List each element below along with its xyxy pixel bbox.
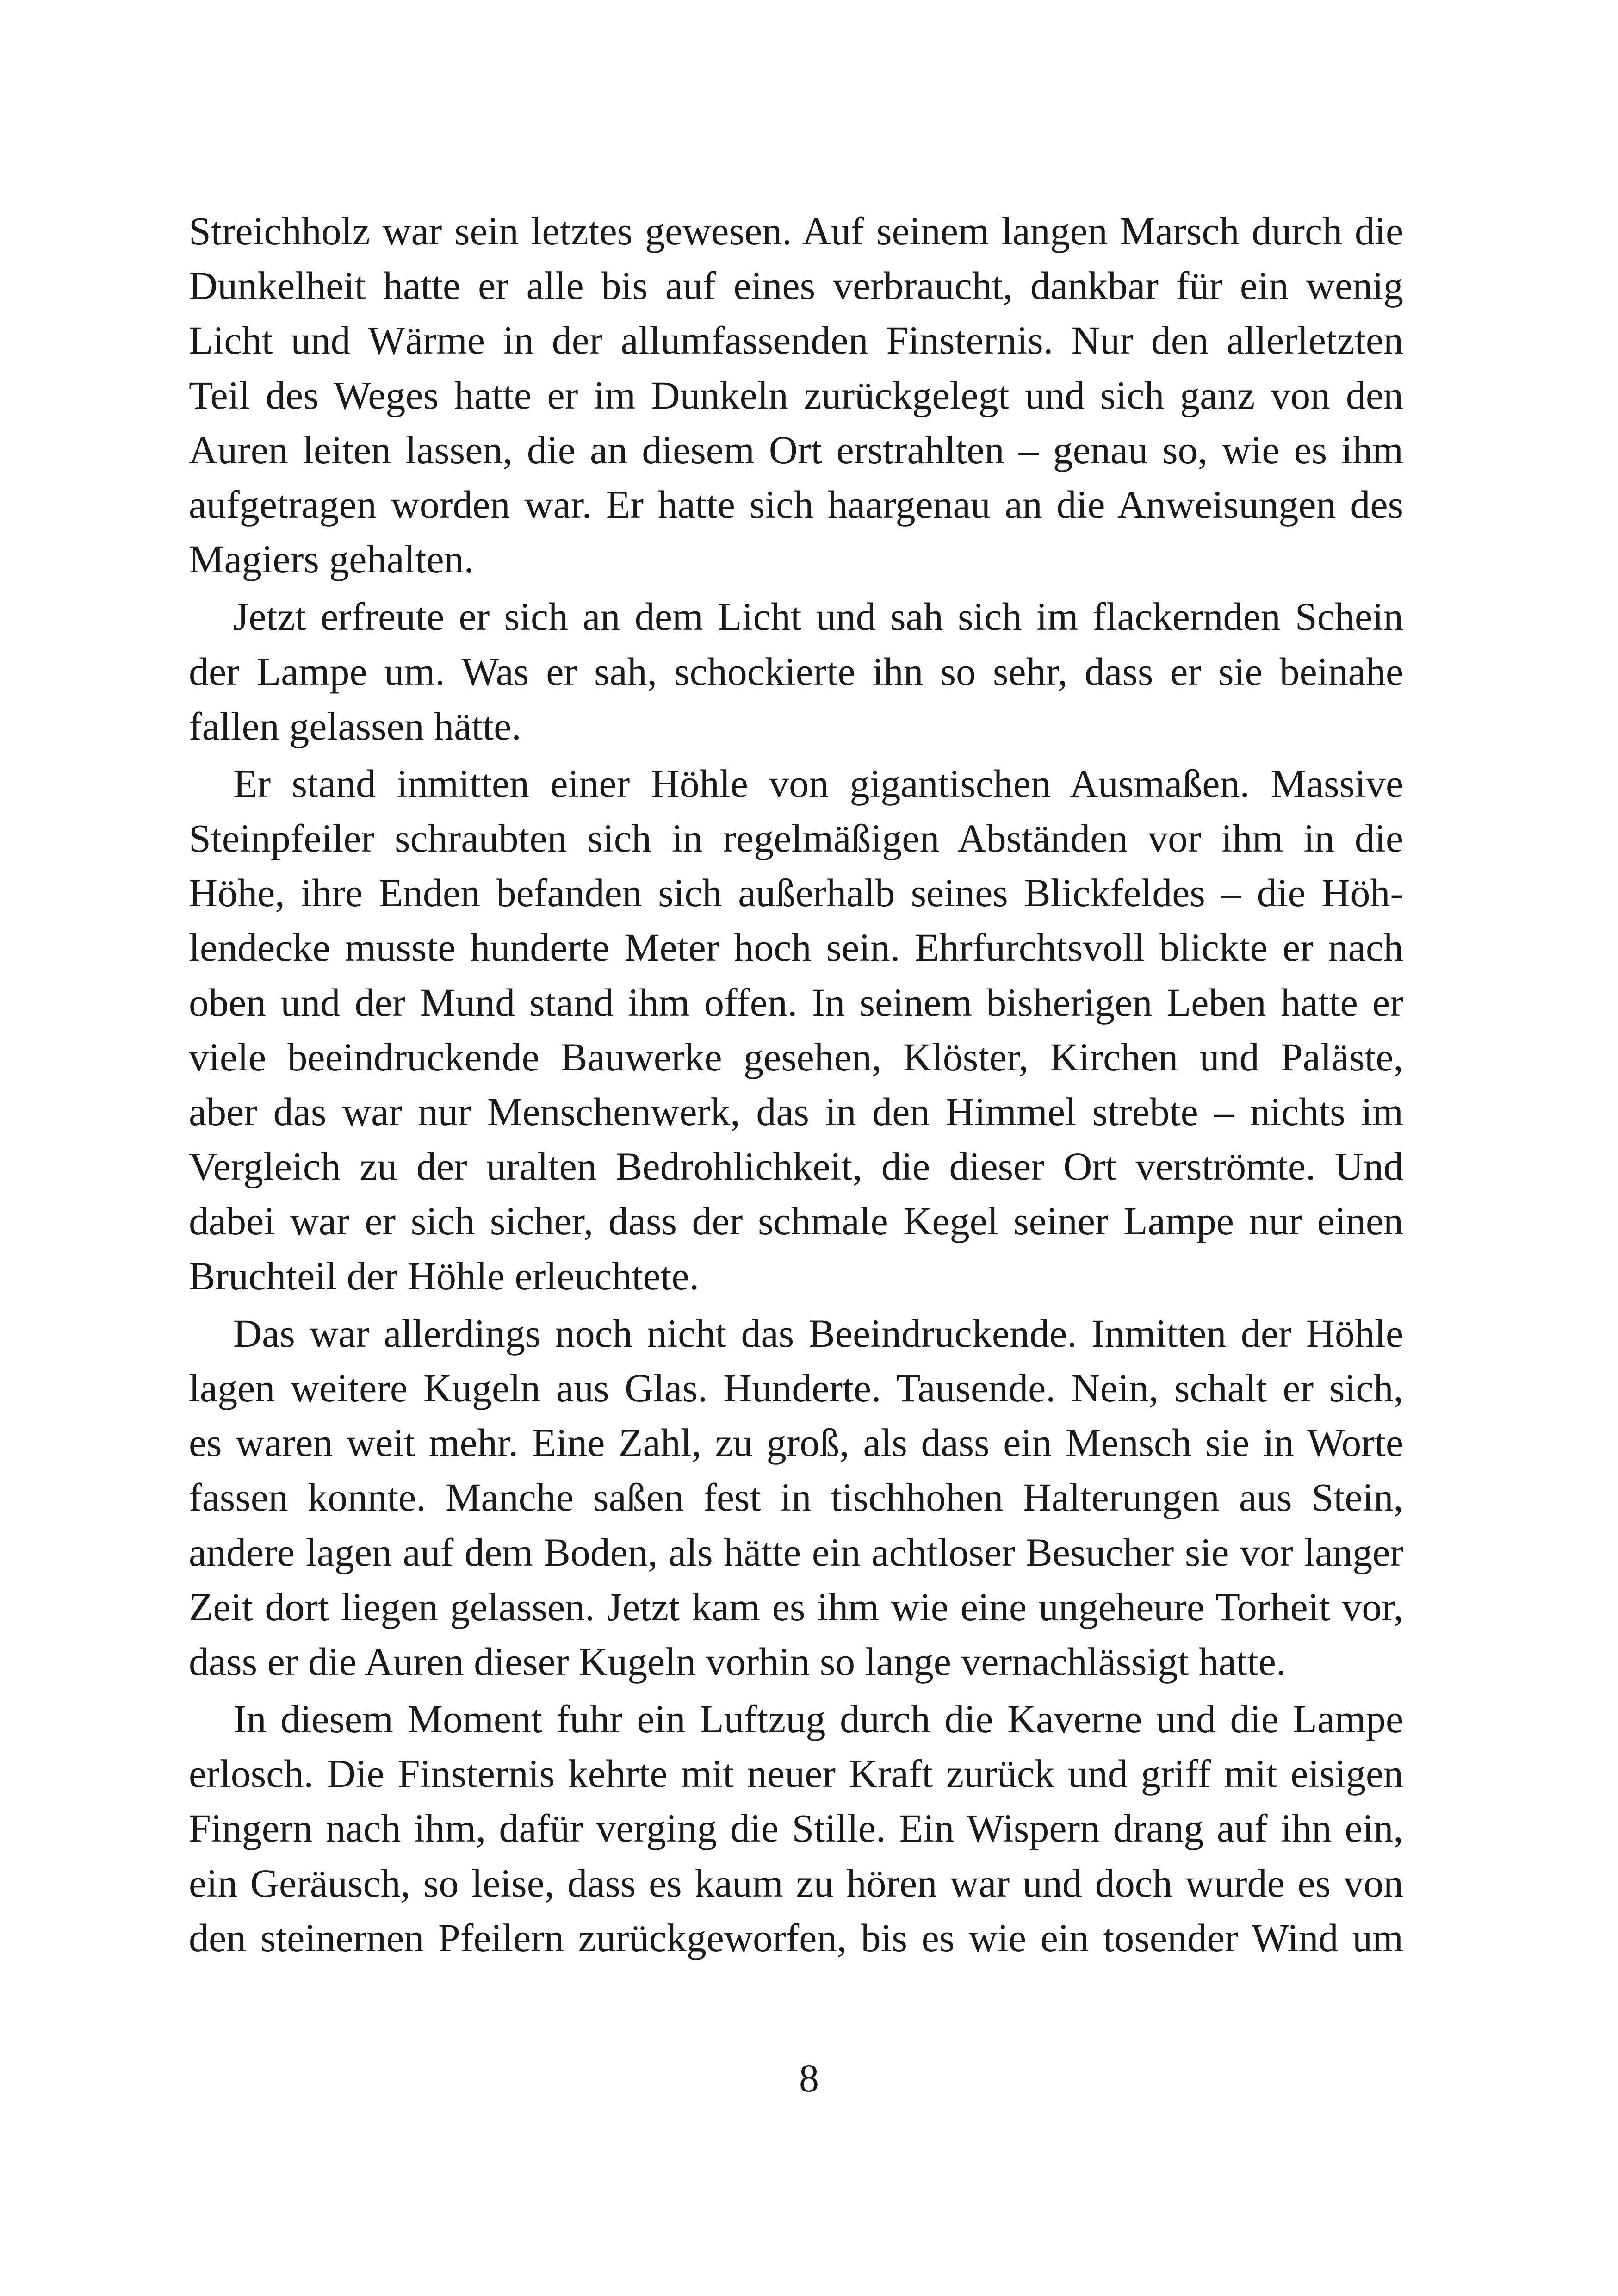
text-line: In diesem Moment fuhr ein Luftzug durch die Kaverne und die Lampe xyxy=(233,1697,1403,1742)
text-line: dass er die Auren dieser Kugeln vorhin so lange vernachlässigt hatte. xyxy=(189,1639,1286,1684)
body-text xyxy=(189,204,1403,1965)
text-line: Das war allerdings noch nicht das Beeindruckende. Inmitten der Höhle xyxy=(233,1311,1403,1356)
text-line: oben und der Mund stand ihm offen. In seinem bisherigen Leben hatte er xyxy=(189,980,1403,1025)
text-line: Fingern nach ihm, dafür verging die Stille. Ein Wispern drang auf ihn ein, xyxy=(189,1806,1403,1851)
text-line: lagen weitere Kugeln aus Glas. Hunderte. Tausende. Nein, schalt er sich, xyxy=(189,1365,1403,1410)
text-line: der Lampe um. Was er sah, schockierte ihn so sehr, dass er sie beinahe xyxy=(189,649,1403,694)
paragraph xyxy=(189,1306,1403,1689)
text-line: Steinpfeiler schraubten sich in regelmäßigen Abständen vor ihm in die xyxy=(189,816,1403,861)
text-line: Teil des Weges hatte er im Dunkeln zurückgelegt und sich ganz von den xyxy=(189,373,1403,417)
text-line: Auren leiten lassen, die an diesem Ort erstrahlten – genau so, wie es ihm xyxy=(189,427,1403,472)
text-line: dabei war er sich sicher, dass der schmale Kegel seiner Lampe nur einen xyxy=(189,1199,1403,1244)
text-line: den steinernen Pfeilern zurückgeworfen, bis es wie ein tosender Wind um xyxy=(189,1915,1403,1960)
text-line: viele beeindruckende Bauwerke gesehen, Klöster, Kirchen und Paläste, xyxy=(189,1034,1403,1079)
text-line: Magiers gehalten. xyxy=(189,537,474,582)
paragraph xyxy=(189,589,1403,753)
paragraph xyxy=(189,1692,1403,1965)
text-line: aber das war nur Menschenwerk, das in den Himmel strebte – nichts im xyxy=(189,1089,1403,1134)
paragraph xyxy=(189,204,1403,586)
text-line: ein Geräusch, so leise, dass es kaum zu hören war und doch wurde es von xyxy=(189,1860,1403,1905)
text-line: Vergleich zu der uralten Bedrohlichkeit, die dieser Ort verströmte. Und xyxy=(189,1144,1403,1189)
text-line: andere lagen auf dem Boden, als hätte ein achtloser Besucher sie vor langer xyxy=(189,1530,1403,1574)
text-line: fassen konnte. Manche saßen fest in tischhohen Halterungen aus Stein, xyxy=(189,1475,1403,1520)
text-line: es waren weit mehr. Eine Zahl, zu groß, als dass ein Mensch sie in Worte xyxy=(189,1420,1403,1465)
text-line: aufgetragen worden war. Er hatte sich haargenau an die Anweisungen des xyxy=(189,482,1403,527)
text-line: fallen gelassen hätte. xyxy=(189,703,521,748)
paragraph xyxy=(189,756,1403,1303)
text-line: Licht und Wärme in der allumfassenden Finsternis. Nur den allerletzten xyxy=(189,318,1403,363)
text-line: Jetzt erfreute er sich an dem Licht und sah sich im flackernden Schein xyxy=(233,594,1403,639)
text-line: erlosch. Die Finsternis kehrte mit neuer Kraft zurück und griff mit eisigen xyxy=(189,1751,1403,1796)
text-line: Zeit dort liegen gelassen. Jetzt kam es ihm wie eine ungeheure Torheit vor, xyxy=(189,1584,1403,1629)
text-line: lendecke musste hunderte Meter hoch sein. Ehrfurchtsvoll blickte er nach xyxy=(189,925,1403,970)
text-line: Er stand inmitten einer Höhle von gigantischen Ausmaßen. Massive xyxy=(233,761,1403,806)
page-number: 8 xyxy=(799,2056,819,2100)
text-line: Bruchteil der Höhle erleuchtete. xyxy=(189,1253,700,1298)
text-line: Dunkelheit hatte er alle bis auf eines verbraucht, dankbar für ein wenig xyxy=(189,263,1403,308)
text-line: Höhe, ihre Enden befanden sich außerhalb seines Blickfeldes – die Höh- xyxy=(189,871,1403,915)
text-line: Streichholz war sein letztes gewesen. Auf seinem langen Marsch durch die xyxy=(189,209,1403,253)
